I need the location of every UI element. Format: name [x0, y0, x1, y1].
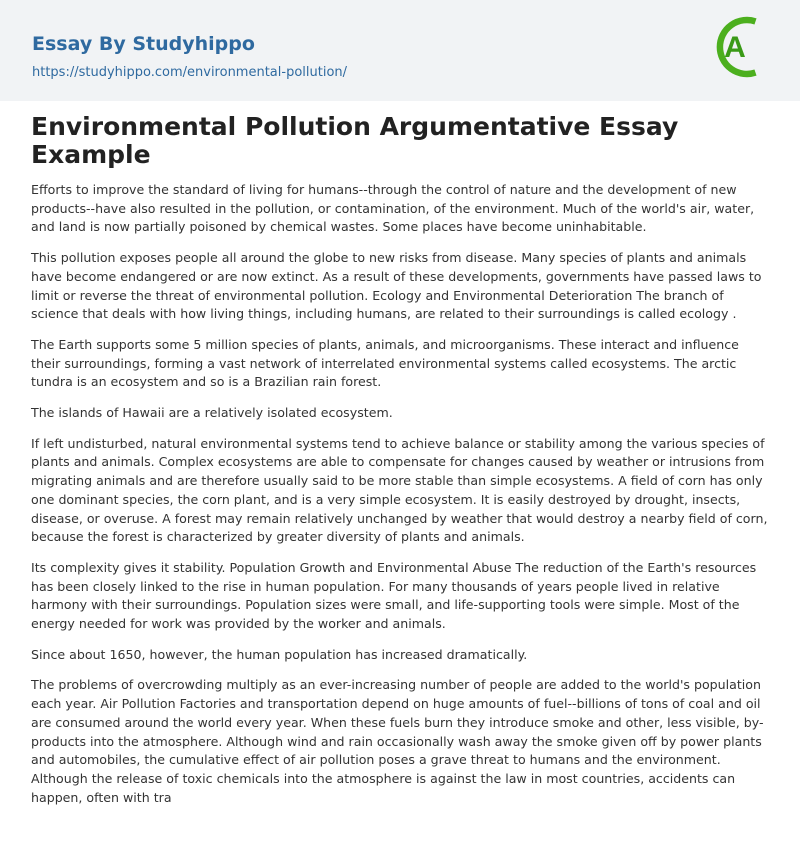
article-paragraph: The Earth supports some 5 million species of plants, animals, and microorganisms. These interact and influence their surroundings, forming a vast network of interrelated environmental systems called ecosystems. The arctic tundra is an ecosystem and so is a Brazilian rain forest. — [31, 336, 739, 390]
article-paragraph: Efforts to improve the standard of living for humans--through the control of nature and the development of new products--have also resulted in the pollution, or contamination, of the environment. Much of the world's air, water, and land is now partially poisoned by chemical wastes. Some places have become uninhabitable. — [31, 182, 755, 235]
article-paragraph: Its complexity gives it stability. Population Growth and Environmental Abuse The reduction of the Earth's resources has been closely linked to the rise in human population. For many thousands of years people lived in relative harmony with their surroundings. Population sizes were small, and life-supporting tools were simple. Most of the energy needed for work was provided by the worker and animals. — [31, 559, 757, 632]
studyhippo-logo-icon[interactable] — [711, 14, 771, 80]
article-paragraph: This pollution exposes people all around the globe to new risks from disease. Many species of plants and animals have become endangered or are now extinct. As a result of these developments, governments have passed laws to limit or reverse the threat of environmental pollution. Ecology and Environmental Deterioration The branch of science that deals with how living things, including humans, are related to their surroundings is called ecology . — [31, 250, 762, 322]
site-header — [0, 0, 800, 101]
article-body — [31, 113, 769, 819]
article-paragraph: If left undisturbed, natural environmental systems tend to achieve balance or stability among the various species of plants and animals. Complex ecosystems are able to compensate for changes caused by weather or intrusions from migrating animals and are therefore usually said to be more stable than simple ecosystems. A field of corn has only one dominant species, the corn plant, and is a very simple ecosystem. It is easily destroyed by drought, insects, disease, or overuse. A forest may remain relatively unchanged by weather that would destroy a nearby field of corn, because the forest is characterized by greater diversity of plants and animals. — [31, 435, 768, 545]
article-paragraph: Since about 1650, however, the human population has increased dramatically. — [31, 646, 528, 662]
article-paragraph: The problems of overcrowding multiply as an ever-increasing number of people are added to the world's population each year. Air Pollution Factories and transportation depend on huge amounts of fuel--billions of tons of coal and oil are consumed around the world every year. When these fuels burn they introduce smoke and other, less visible, by-products into the atmosphere. Although wind and rain occasionally wash away the smoke given off by power plants and automobiles, the cumulative effect of air pollution poses a grave threat to humans and the environment. Although the release of toxic chemicals into the atmosphere is against the law in most countries, accidents can happen, often with tra — [31, 677, 764, 805]
logo-letter: A — [724, 31, 746, 64]
article-title: Environmental Pollution Argumentative Essay Example — [31, 112, 679, 169]
site-brand[interactable]: Essay By Studyhippo — [32, 33, 255, 55]
source-url-link[interactable]: https://studyhippo.com/environmental-pollution/ — [32, 65, 348, 80]
article-paragraph: The islands of Hawaii are a relatively isolated ecosystem. — [31, 405, 393, 421]
